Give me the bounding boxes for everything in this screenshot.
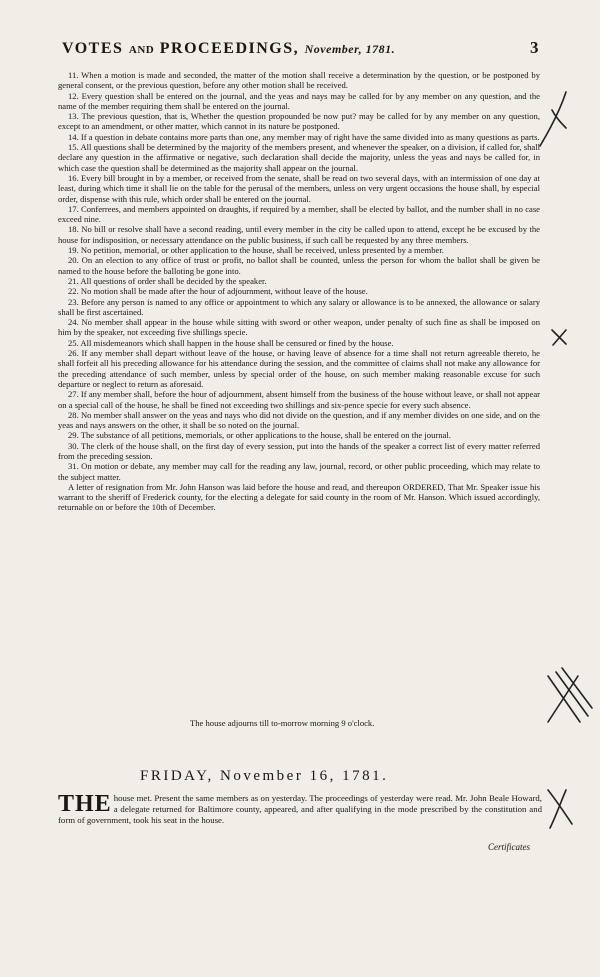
rule-29: 29. The substance of all petitions, memorials, or other applications to the house, shall be entered on the journal.	[68, 430, 451, 441]
rule-18: 18. No bill or resolve shall have a second reading, until every member in the city be called upon to attend, except he be excused by the house for indisposition, or necessary attendance on the public business, if such call be requested by any three members.	[58, 224, 540, 245]
rule-12: 12. Every question shall be entered on the journal, and the yeas and nays may be called for by any member on any question, and the name of the member requiring them shall be entered on the journal.	[58, 90, 540, 111]
rule-19: 19. No petition, memorial, or other application to the house, shall be received, unless presented by a member.	[68, 245, 444, 256]
resignation-paragraph: A letter of resignation from Mr. John Hanson was laid before the house and read, and thereupon ORDERED, That Mr. Speaker issue his warrant to the sheriff of Frederick county, for the electing a delegate for said county in the room of Mr. Hanson. Which issued accordingly, returnable on or before the 10th of December.	[58, 481, 540, 513]
adjournment-line: The house adjourns till to-morrow morning 9 o'clock.	[190, 718, 375, 728]
rule-24: 24. No member shall appear in the house while sitting with sword or other weapon, under penalty of such fine as shall be imposed on him by the speaker, not exceeding five shillings specie.	[58, 317, 540, 338]
rules-section	[58, 70, 540, 513]
rule-28: 28. No member shall answer on the yeas and nays who did not divide on the question, and if any member divides on one side, and on the yeas and nays answers on the other, it shall be so noted on the journal.	[58, 409, 540, 431]
running-head-and: AND	[128, 44, 155, 56]
running-head	[62, 40, 542, 58]
rule-14: 14. If a question in debate contains more parts than one, any member may of right have the same divided into as many questions as parts.	[68, 131, 540, 142]
day-heading: FRIDAY, November 16, 1781.	[140, 768, 389, 784]
rule-22: 22. No motion shall be made after the hour of adjournment, without leave of the house.	[68, 286, 368, 297]
rule-15: 15. All questions shall be determined by the majority of the members present, and whenever the speaker, on a division, if called for, shall declare any question in the affirmative or negative, such declaration shall decide the majority, unless the yeas and nays be called for, in which case the question shall be determined as the majority shall appear on the journal.	[58, 142, 540, 173]
friday-text: house met. Present the same members as on yesterday. The proceedings of yesterday were read. Mr. John Beale Howard, a delegate returned for Baltimore county, appeared, and after qualifying in the mode prescribed by the constitution and form of government, took his seat in the house.	[58, 793, 542, 826]
friday-paragraph	[58, 793, 542, 827]
rule-23: 23. Before any person is named to any office or appointment to which any salary or allowance is to be annexed, the allowance or salary shall be first ascertained.	[58, 296, 540, 317]
rule-25: 25. All misdemeanors which shall happen in the house shall be censured or fined by the house.	[68, 337, 394, 348]
catchword: Certificates	[488, 842, 530, 852]
running-head-title: VOTES	[62, 40, 124, 57]
running-head-proceedings: PROCEEDINGS,	[159, 40, 300, 57]
rule-20: 20. On an election to any office of trust or profit, no ballot shall be counted, unless the person for whom the ballot shall be given be named to the house before the balloting be gone into.	[58, 255, 540, 276]
rule-30: 30. The clerk of the house shall, on the first day of every session, put into the hands of the speaker a correct list of every matter referred from the preceding session.	[58, 440, 540, 461]
rule-17: 17. Conferrees, and members appointed on draughts, if required by a member, shall be elected by ballot, and the number shall in no case exceed nine.	[58, 203, 540, 225]
running-head-date: November, 1781.	[304, 42, 396, 56]
margin-mark-rule-18	[552, 330, 566, 345]
rule-31: 31. On motion or debate, any member may call for the reading any law, journal, record, or other public proceeding, which may relate to the subject matter.	[58, 461, 540, 482]
margin-mark-rule-12	[540, 92, 566, 146]
drop-cap: THE	[58, 791, 112, 817]
rule-27: 27. If any member shall, before the hour of adjournment, absent himself from the business of the house without leave, or shall not appear on a special call of the house, he shall be fined not exceeding two shillings and six-pence specie for every such absence.	[58, 389, 540, 410]
rule-11: 11. When a motion is made and seconded, the matter of the motion shall receive a determination by the question, or be postponed by general consent, or the previous question, before any other motion shall be received.	[58, 70, 540, 91]
margin-mark-resignation	[548, 668, 592, 722]
page-number: 3	[530, 38, 539, 57]
rule-13: 13. The previous question, that is, Whether the question propounded be now put? may be called for by any member on any question, except to an amendment, or other matter, which cannot in its nature be postponed.	[58, 111, 540, 132]
rule-26: 26. If any member shall depart without leave of the house, or having leave of absence for a time shall not return agreeable thereto, he shall forfeit all his preceding allowance for his attendance during the session, and the committee of claims shall not make any allowance for the preceding attendance of such member, unless by special order of the house, on such member making reasonable excuse for such departure or neglect to return as aforesaid.	[58, 348, 540, 389]
margin-mark-friday	[548, 790, 572, 828]
rule-21: 21. All questions of order shall be decided by the speaker.	[68, 275, 267, 286]
rule-16: 16. Every bill brought in by a member, or received from the senate, shall be read on two several days, with an intermission of one day at least, during which time it shall lie on the table for the perusal of the members, unless on very urgent occasions the house shall, by especial order, dispense with this rule, which order shall be entered on the journal.	[58, 172, 540, 204]
